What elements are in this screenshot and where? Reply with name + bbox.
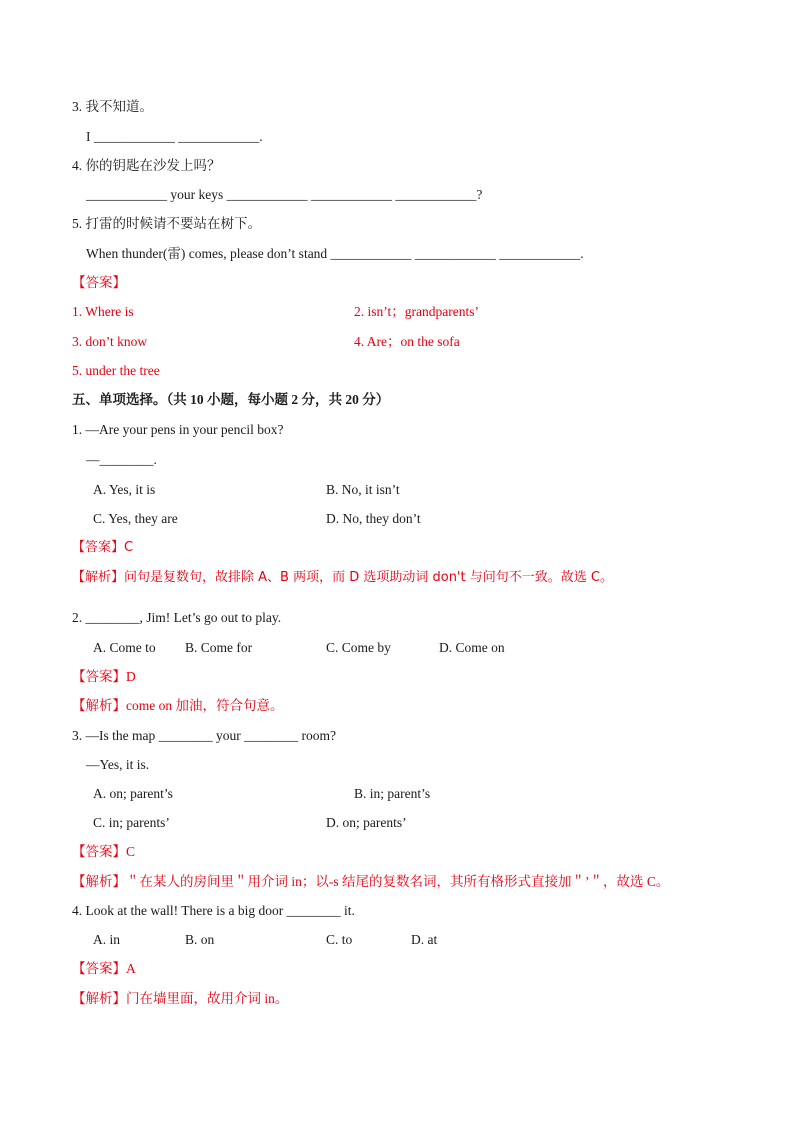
mc3-option-c: C. in; parents’ <box>93 815 170 830</box>
answer-5: 5. under the tree <box>72 363 160 378</box>
mc4-option-d: D. at <box>411 932 438 947</box>
mc2-analysis: 【解析】come on 加油，符合句意。 <box>72 698 284 713</box>
question-4-blank: ____________ your keys ____________ ____________ ____________? <box>86 187 483 202</box>
mc4-analysis: 【解析】门在墙里面，故用介词 in。 <box>72 991 289 1006</box>
question-4-prompt: 4. 你的钥匙在沙发上吗？ <box>72 158 221 173</box>
mc2-option-c: C. Come by <box>326 640 391 655</box>
mc1-reply: —________. <box>86 452 157 467</box>
mc2-option-d: D. Come on <box>439 640 505 655</box>
section-5-heading: 五、单项选择。（共 10 小题，每小题 2 分，共 20 分） <box>72 392 390 407</box>
mc3-reply: —Yes, it is. <box>86 757 150 772</box>
answer-3: 3. don’t know <box>72 334 148 349</box>
question-3-prompt: 3. 我不知道。 <box>72 99 153 114</box>
mc4-option-b: B. on <box>185 932 215 947</box>
mc1-analysis: 【解析】问句是复数句，故排除 A、B 两项，而 D 选项助动词 don't 与问句不一致。故选 C。 <box>72 570 613 585</box>
answer-2: 2. isn’t；grandparents’ <box>354 304 479 319</box>
mc1-option-d: D. No, they don’t <box>326 511 421 526</box>
mc2-stem: 2. ________, Jim! Let’s go out to play. <box>72 610 282 625</box>
mc1-stem: 1. —Are your pens in your pencil box? <box>72 422 284 437</box>
mc2-option-a: A. Come to <box>93 640 156 655</box>
mc2-answer: 【答案】D <box>72 669 136 684</box>
answer-4: 4. Are；on the sofa <box>354 334 460 349</box>
question-5-prompt: 5. 打雷的时候请不要站在树下。 <box>72 216 261 231</box>
answer-label: 【答案】 <box>72 275 126 290</box>
mc4-answer: 【答案】A <box>72 961 136 976</box>
mc4-option-a: A. in <box>93 932 120 947</box>
mc3-option-a: A. on; parent’s <box>93 786 173 801</box>
mc1-option-c: C. Yes, they are <box>93 511 178 526</box>
mc1-option-a: A. Yes, it is <box>93 482 156 497</box>
mc4-stem: 4. Look at the wall! There is a big door ________ it. <box>72 903 355 918</box>
mc4-option-c: C. to <box>326 932 353 947</box>
mc3-option-b: B. in; parent’s <box>354 786 431 801</box>
mc1-answer: 【答案】C <box>72 540 134 555</box>
mc2-option-b: B. Come for <box>185 640 253 655</box>
mc3-option-d: D. on; parents’ <box>326 815 407 830</box>
question-5-blank: When thunder(雷) comes, please don’t stand ____________ ____________ ____________. <box>86 246 584 261</box>
mc3-stem: 3. —Is the map ________ your ________ room? <box>72 728 336 743</box>
answer-1: 1. Where is <box>72 304 134 319</box>
question-3-blank: I ____________ ____________. <box>86 129 263 144</box>
mc1-option-b: B. No, it isn’t <box>326 482 400 497</box>
mc3-answer: 【答案】C <box>72 844 136 859</box>
mc3-analysis: 【解析】＂在某人的房间里＂用介词 in；以-s 结尾的复数名词，其所有格形式直接加＂’＂，故选 C。 <box>72 874 670 889</box>
